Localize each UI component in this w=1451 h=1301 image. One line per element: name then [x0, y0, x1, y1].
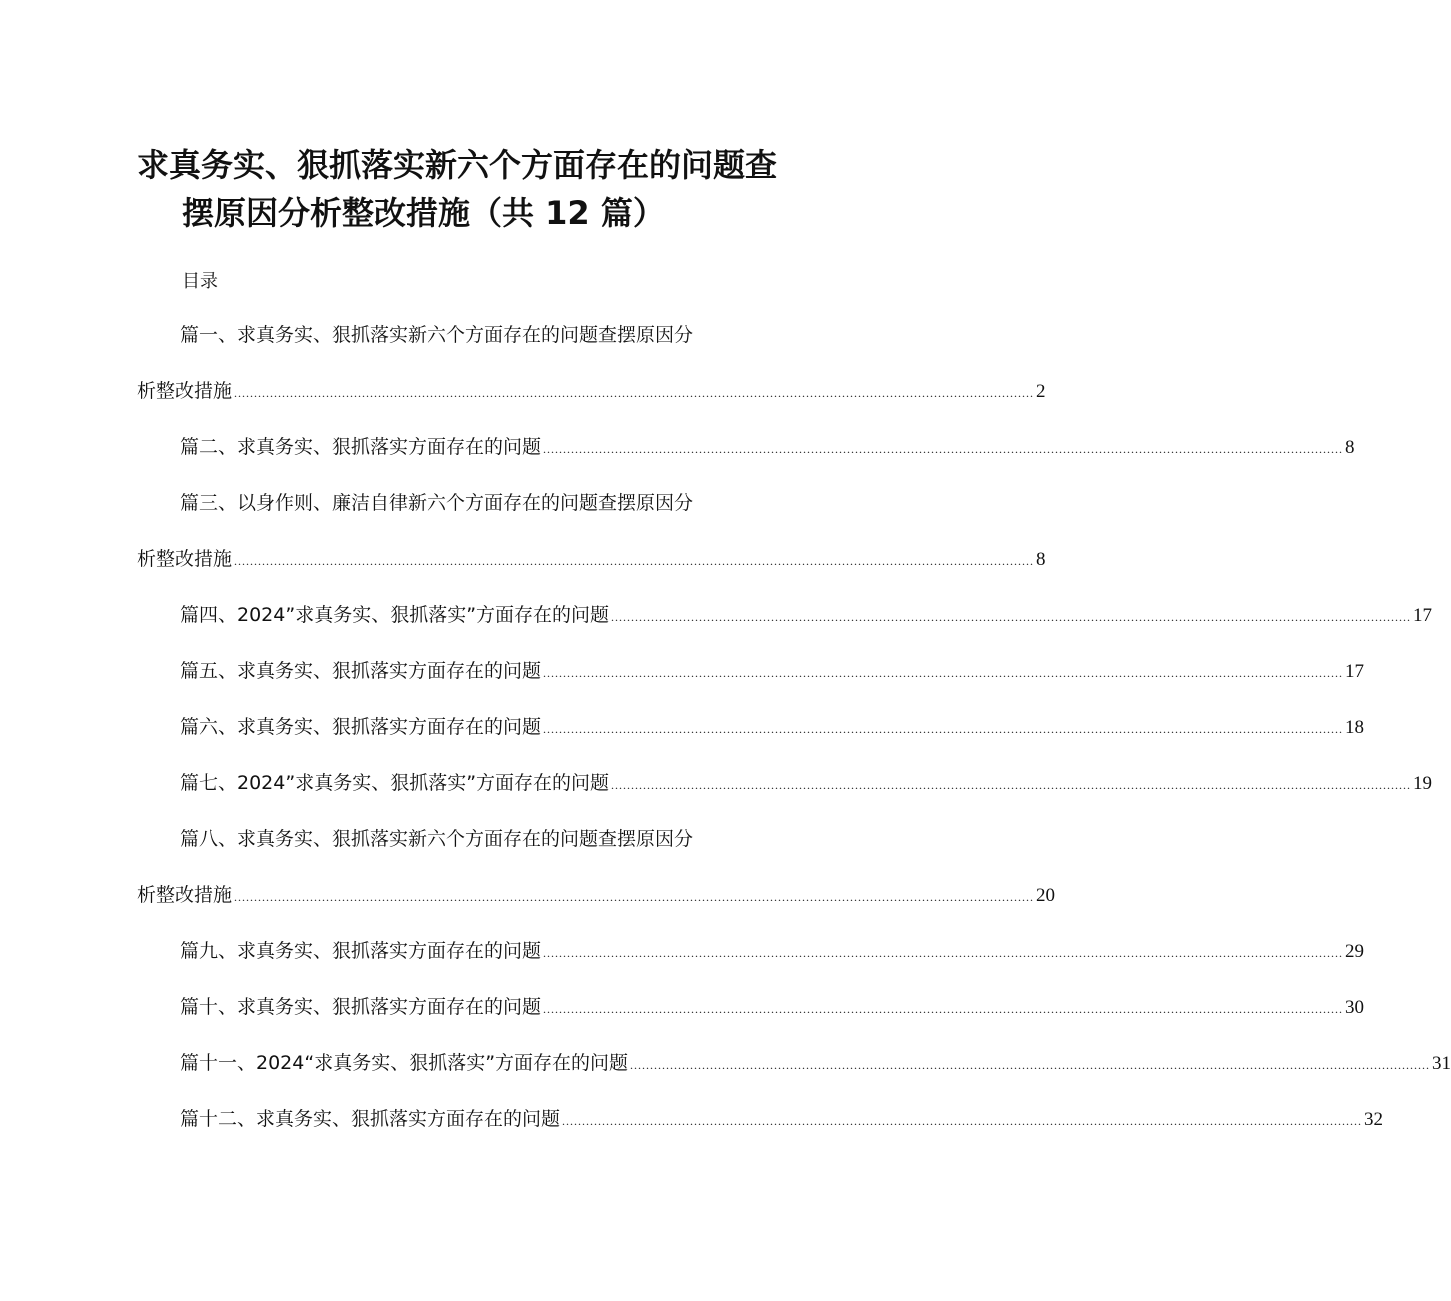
toc-leader-dots: ........................................................................................................................................................................................................: [562, 1114, 1363, 1128]
toc-page-number: 2: [1036, 381, 1046, 402]
toc-entry-title-continued: 析整改措施: [137, 380, 233, 402]
toc-entry-title: 篇十一、2024“求真务实、狠抓落实”方面存在的问题: [180, 1052, 629, 1074]
toc-entry-title: 篇一、求真务实、狠抓落实新六个方面存在的问题查摆原因分: [180, 324, 694, 346]
toc-entry-title: 篇九、求真务实、狠抓落实方面存在的问题: [180, 940, 542, 962]
toc-entry-7[interactable]: [180, 768, 1433, 798]
toc-entry-title: 篇五、求真务实、狠抓落实方面存在的问题: [180, 660, 542, 682]
toc-page-number: 17: [1345, 661, 1365, 682]
toc-entry-title: 篇四、2024”求真务实、狠抓落实”方面存在的问题: [180, 604, 610, 626]
toc-page-number: 17: [1413, 605, 1433, 626]
toc-entry-5[interactable]: [180, 656, 1365, 686]
toc-entry-3-continuation[interactable]: [137, 544, 1046, 574]
toc-entry-9[interactable]: [180, 936, 1365, 966]
toc-leader-dots: ........................................................................................................................................................................................................: [234, 386, 1035, 400]
toc-entry-2[interactable]: [180, 432, 1355, 462]
toc-entry-11[interactable]: [180, 1048, 1451, 1078]
toc-leader-dots: ........................................................................................................................................................................................................: [234, 890, 1035, 904]
toc-entry-title-continued: 析整改措施: [137, 548, 233, 570]
toc-page-number: 30: [1345, 997, 1365, 1018]
toc-leader-dots: ........................................................................................................................................................................................................: [611, 778, 1412, 792]
toc-leader-dots: ........................................................................................................................................................................................................: [543, 666, 1344, 680]
toc-page-number: 8: [1345, 437, 1355, 458]
toc-page-number: 8: [1036, 549, 1046, 570]
toc-page-number: 29: [1345, 941, 1365, 962]
toc-leader-dots: ........................................................................................................................................................................................................: [543, 722, 1344, 736]
toc-entry-title: 篇三、以身作则、廉洁自律新六个方面存在的问题查摆原因分: [180, 492, 694, 514]
toc-page-number: 31: [1432, 1053, 1451, 1074]
toc-entry-title: 篇十二、求真务实、狠抓落实方面存在的问题: [180, 1108, 561, 1130]
toc-page-number: 20: [1036, 885, 1056, 906]
toc-entry-title: 篇七、2024”求真务实、狠抓落实”方面存在的问题: [180, 772, 610, 794]
toc-entry-title: 篇六、求真务实、狠抓落实方面存在的问题: [180, 716, 542, 738]
toc-heading: 目录: [182, 271, 218, 292]
toc-entry-title-continued: 析整改措施: [137, 884, 233, 906]
toc-entry-8-continuation[interactable]: [137, 880, 1056, 910]
toc-leader-dots: ........................................................................................................................................................................................................: [611, 610, 1412, 624]
toc-entry-6[interactable]: [180, 712, 1365, 742]
toc-page-number: 32: [1364, 1109, 1384, 1130]
toc-leader-dots: ........................................................................................................................................................................................................: [543, 1002, 1344, 1016]
toc-entry-1-continuation[interactable]: [137, 376, 1046, 406]
toc-leader-dots: ........................................................................................................................................................................................................: [543, 946, 1344, 960]
toc-entry-10[interactable]: [180, 992, 1365, 1022]
toc-page-number: 19: [1413, 773, 1433, 794]
toc-entry-title: 篇二、求真务实、狠抓落实方面存在的问题: [180, 436, 542, 458]
document-title-line-2: 摆原因分析整改措施（共 12 篇）: [182, 194, 665, 232]
toc-page-number: 18: [1345, 717, 1365, 738]
toc-entry-4[interactable]: [180, 600, 1433, 630]
document-title-line-1: 求真务实、狠抓落实新六个方面存在的问题查: [137, 146, 778, 184]
toc-leader-dots: ........................................................................................................................................................................................................: [630, 1058, 1431, 1072]
toc-leader-dots: ........................................................................................................................................................................................................: [234, 554, 1035, 568]
toc-entry-3[interactable]: [180, 488, 740, 518]
toc-entry-title: 篇十、求真务实、狠抓落实方面存在的问题: [180, 996, 542, 1018]
toc-entry-12[interactable]: [180, 1104, 1384, 1134]
toc-entry-title: 篇八、求真务实、狠抓落实新六个方面存在的问题查摆原因分: [180, 828, 694, 850]
toc-leader-dots: ........................................................................................................................................................................................................: [543, 442, 1344, 456]
toc-entry-1[interactable]: [180, 320, 740, 350]
toc-entry-8[interactable]: [180, 824, 740, 854]
